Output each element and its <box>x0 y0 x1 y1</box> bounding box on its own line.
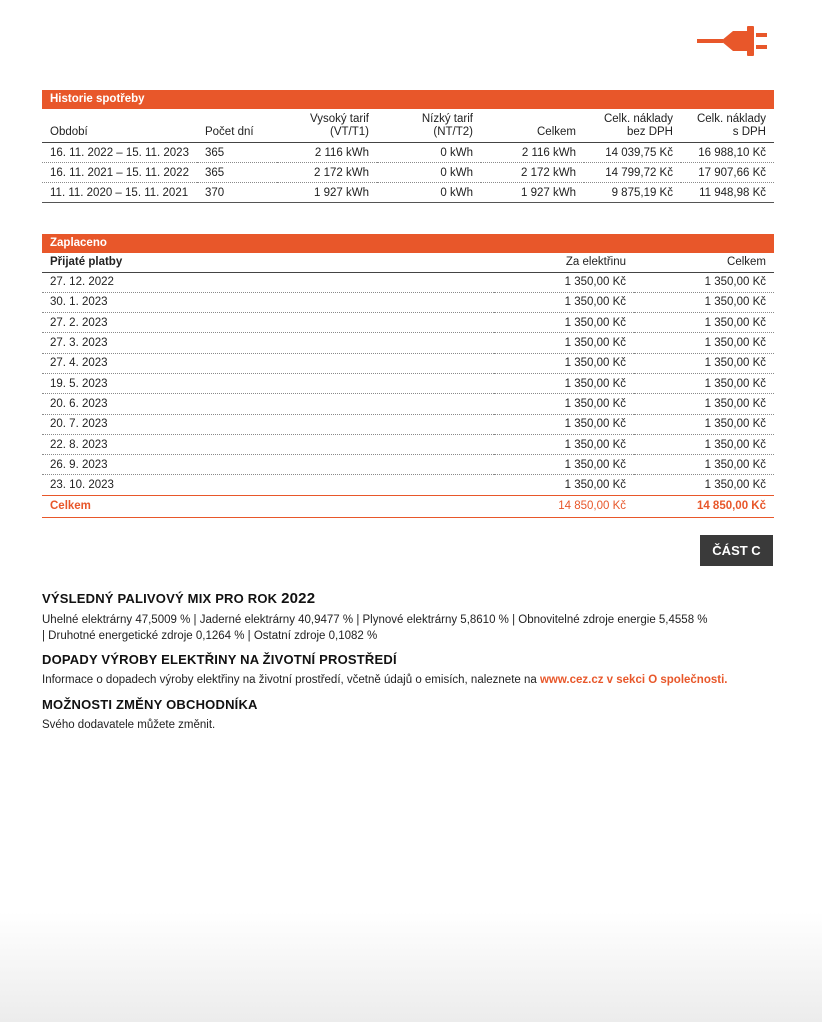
table-row: 20. 7. 2023 1 350,00 Kč 1 350,00 Kč <box>42 414 774 434</box>
col-payment-total: Celkem <box>634 253 774 272</box>
table-row: 27. 12. 2022 1 350,00 Kč 1 350,00 Kč <box>42 272 774 292</box>
fuel-mix-section <box>42 590 782 644</box>
page-bottom-shade <box>0 912 822 1022</box>
table-row: 16. 11. 2021 – 15. 11. 2022 365 2 172 kWh 0 kWh 2 172 kWh 14 799,72 Kč 17 907,66 Kč <box>42 163 774 183</box>
consumption-history-section <box>42 90 774 203</box>
col-electricity: Za elektřinu <box>494 253 634 272</box>
col-cost-ex-vat: Celk. náklady bez DPH <box>603 113 673 138</box>
table-row: 19. 5. 2023 1 350,00 Kč 1 350,00 Kč <box>42 373 774 393</box>
payments-table <box>42 253 774 518</box>
fuel-mix-heading: VÝSLEDNÝ PALIVOVÝ MIX PRO ROK 2022 <box>42 590 316 607</box>
cez-website-link[interactable]: www.cez.cz v sekci O společnosti. <box>539 674 728 686</box>
payments-total-electricity: 14 850,00 Kč <box>494 495 634 517</box>
payments-total-amount: 14 850,00 Kč <box>634 495 774 517</box>
table-row: 27. 4. 2023 1 350,00 Kč 1 350,00 Kč <box>42 353 774 373</box>
col-total: Celkem <box>537 126 576 138</box>
consumption-history-title: Historie spotřeby <box>42 90 774 109</box>
table-row: 20. 6. 2023 1 350,00 Kč 1 350,00 Kč <box>42 394 774 414</box>
consumption-history-table <box>42 109 774 203</box>
col-days: Počet dní <box>204 126 254 138</box>
col-high-tariff: Vysoký tarif (VT/T1) <box>309 113 369 138</box>
payments-total-label: Celkem <box>42 495 494 517</box>
fuel-mix-text: Uhelné elektrárny 47,5009 % | Jaderné elektrárny 40,9477 % | Plynové elektrárny 5,8610 % | Obnovitelné zdroje energie 5,4558 % | Druhotné energetické zdroje 0,1264 % | Ostatní zdroje 0,1082 % <box>42 614 708 642</box>
change-supplier-text: Svého dodavatele můžete změnit. <box>42 719 216 731</box>
change-supplier-section <box>42 697 782 733</box>
part-c-badge: ČÁST C <box>700 535 773 566</box>
table-row: 23. 10. 2023 1 350,00 Kč 1 350,00 Kč <box>42 475 774 495</box>
table-row: 30. 1. 2023 1 350,00 Kč 1 350,00 Kč <box>42 292 774 312</box>
col-period: Období <box>50 126 88 138</box>
change-supplier-heading: MOŽNOSTI ZMĚNY OBCHODNÍKA <box>42 697 258 712</box>
payments-section <box>42 234 774 518</box>
col-cost-inc-vat: Celk. náklady s DPH <box>696 113 766 138</box>
table-row: 26. 9. 2023 1 350,00 Kč 1 350,00 Kč <box>42 455 774 475</box>
environment-section <box>42 652 782 688</box>
table-row: 11. 11. 2020 – 15. 11. 2021 370 1 927 kWh 0 kWh 1 927 kWh 9 875,19 Kč 11 948,98 Kč <box>42 183 774 203</box>
col-low-tariff: Nízký tarif (NT/T2) <box>421 113 473 138</box>
table-row: 27. 3. 2023 1 350,00 Kč 1 350,00 Kč <box>42 333 774 353</box>
table-row: 22. 8. 2023 1 350,00 Kč 1 350,00 Kč <box>42 434 774 454</box>
environment-text: Informace o dopadech výroby elektřiny na životní prostředí, včetně údajů o emisích, naleznete na www.cez.cz v sekci O společnosti. <box>42 674 728 686</box>
payments-title: Zaplaceno <box>42 234 774 253</box>
payments-total-row <box>42 495 774 517</box>
col-received-payments: Přijaté platby <box>42 253 494 272</box>
table-row: 16. 11. 2022 – 15. 11. 2023 365 2 116 kWh 0 kWh 2 116 kWh 14 039,75 Kč 16 988,10 Kč <box>42 143 774 163</box>
plug-icon <box>697 22 769 60</box>
table-row: 27. 2. 2023 1 350,00 Kč 1 350,00 Kč <box>42 313 774 333</box>
environment-heading: DOPADY VÝROBY ELEKTŘINY NA ŽIVOTNÍ PROSTŘEDÍ <box>42 652 397 667</box>
